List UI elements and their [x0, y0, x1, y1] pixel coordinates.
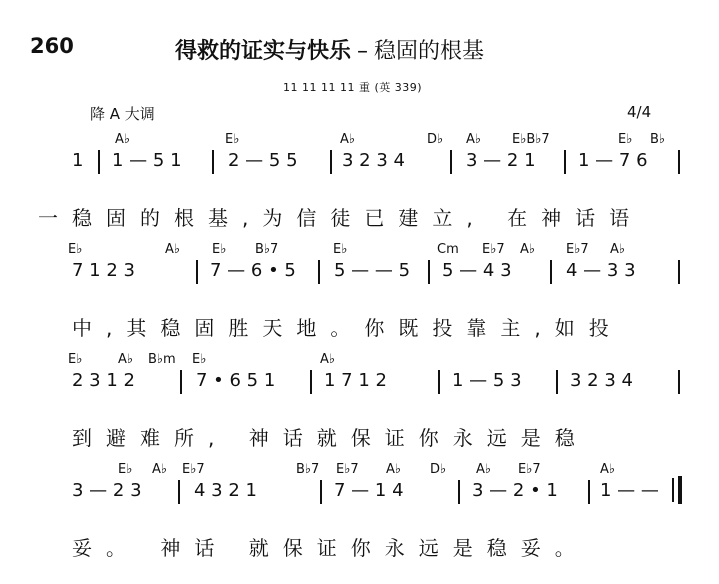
key-signature: 降 A 大调 — [90, 105, 155, 123]
chord-symbol: E♭7 — [518, 462, 541, 477]
hymn-main-title: 得救的证实与快乐 — [175, 39, 352, 64]
note-measure: 3 — 2 3 — [72, 480, 142, 501]
note-measure: 7 — 1 4 — [334, 480, 404, 501]
bar-line — [428, 260, 430, 284]
bar-line — [212, 150, 214, 174]
title-separator: – — [357, 39, 369, 64]
chord-symbol: D♭ — [430, 462, 447, 477]
bar-line — [450, 150, 452, 174]
chord-symbol: E♭7 — [182, 462, 205, 477]
chord-symbol: A♭ — [520, 242, 536, 257]
music-system-4 — [0, 458, 719, 568]
chord-symbol: E♭ — [68, 352, 83, 367]
note-measure: 2 3 1 2 — [72, 370, 135, 391]
bar-line — [318, 260, 320, 284]
note-measure: 1 — 5 1 — [112, 150, 182, 171]
time-signature: 4/4 — [627, 103, 652, 121]
chord-symbol: Cm — [437, 242, 459, 257]
chord-symbol: E♭ — [225, 132, 240, 147]
chord-symbol: A♭ — [466, 132, 482, 147]
note-measure: 3 — 2 1 — [466, 150, 536, 171]
chord-symbol: E♭ — [618, 132, 633, 147]
bar-line — [310, 370, 312, 394]
music-system-3 — [0, 348, 719, 458]
chord-symbol: A♭ — [118, 352, 134, 367]
chord-symbol: B♭7 — [296, 462, 320, 477]
note-measure: 7 1 2 3 — [72, 260, 135, 281]
chord-symbol: E♭ — [118, 462, 133, 477]
chord-symbol: A♭ — [165, 242, 181, 257]
note-measure: 3 2 3 4 — [342, 150, 405, 171]
final-bar-thin — [672, 478, 674, 502]
lyric-line: 到避难所, 神话就保证你永远是稳 — [72, 426, 589, 450]
note-measure: 1 — 5 3 — [452, 370, 522, 391]
note-measure: 7 — 6 • 5 — [210, 260, 296, 281]
chord-symbol: E♭ — [212, 242, 227, 257]
chord-symbol: B♭ — [650, 132, 666, 147]
chord-symbol: D♭ — [427, 132, 444, 147]
bar-line — [196, 260, 198, 284]
lyric-line: 一稳固的根基,为信徒已建立, 在神话语 — [38, 206, 644, 230]
chord-symbol: E♭ — [192, 352, 207, 367]
bar-line — [330, 150, 332, 174]
note-measure: 1 — [72, 150, 84, 171]
chord-symbol: A♭ — [610, 242, 626, 257]
bar-line — [678, 370, 680, 394]
hymn-number: 260 — [30, 34, 74, 58]
note-measure: 3 2 3 4 — [570, 370, 633, 391]
chord-symbol: A♭ — [340, 132, 356, 147]
final-bar-thick — [678, 476, 682, 504]
bar-line — [564, 150, 566, 174]
note-measure: 5 — 4 3 — [442, 260, 512, 281]
note-measure: 4 3 2 1 — [194, 480, 257, 501]
note-measure: 1 — 7 6 — [578, 150, 648, 171]
note-measure: 5 — — 5 — [334, 260, 411, 281]
bar-line — [98, 150, 100, 174]
music-system-2 — [0, 238, 719, 348]
note-measure: 3 — 2 • 1 — [472, 480, 558, 501]
bar-line — [556, 370, 558, 394]
chord-symbol: A♭ — [152, 462, 168, 477]
lyric-line: 中,其稳固胜天地。你既投靠主,如投 — [72, 316, 623, 340]
note-measure: 7 • 6 5 1 — [196, 370, 276, 391]
bar-line — [178, 480, 180, 504]
chord-symbol: B♭7 — [255, 242, 279, 257]
bar-line — [678, 150, 680, 174]
lyric-line: 妥。 神话 就保证你永远是稳妥。 — [72, 536, 589, 560]
bar-line — [588, 480, 590, 504]
chord-symbol: E♭7 — [336, 462, 359, 477]
chord-symbol: E♭ — [68, 242, 83, 257]
chord-symbol: A♭ — [115, 132, 131, 147]
bar-line — [458, 480, 460, 504]
chord-symbol: A♭ — [476, 462, 492, 477]
chord-symbol: A♭ — [320, 352, 336, 367]
hymn-title — [175, 34, 484, 65]
chord-symbol: B♭m — [148, 352, 176, 367]
chord-symbol: A♭ — [386, 462, 402, 477]
bar-line — [550, 260, 552, 284]
chord-symbol: E♭B♭7 — [512, 132, 550, 147]
hymn-subtitle: 稳固的根基 — [374, 39, 485, 64]
hymn-meter: 11 11 11 11 重 (英 339) — [283, 81, 423, 94]
bar-line — [180, 370, 182, 394]
note-measure: 1 7 1 2 — [324, 370, 387, 391]
chord-symbol: E♭ — [333, 242, 348, 257]
chord-symbol: E♭7 — [482, 242, 505, 257]
note-measure: 4 — 3 3 — [566, 260, 636, 281]
bar-line — [678, 260, 680, 284]
note-measure: 1 — — — [600, 480, 659, 501]
note-measure: 2 — 5 5 — [228, 150, 298, 171]
chord-symbol: E♭7 — [566, 242, 589, 257]
music-system-1 — [0, 128, 719, 238]
chord-symbol: A♭ — [600, 462, 616, 477]
bar-line — [320, 480, 322, 504]
bar-line — [438, 370, 440, 394]
